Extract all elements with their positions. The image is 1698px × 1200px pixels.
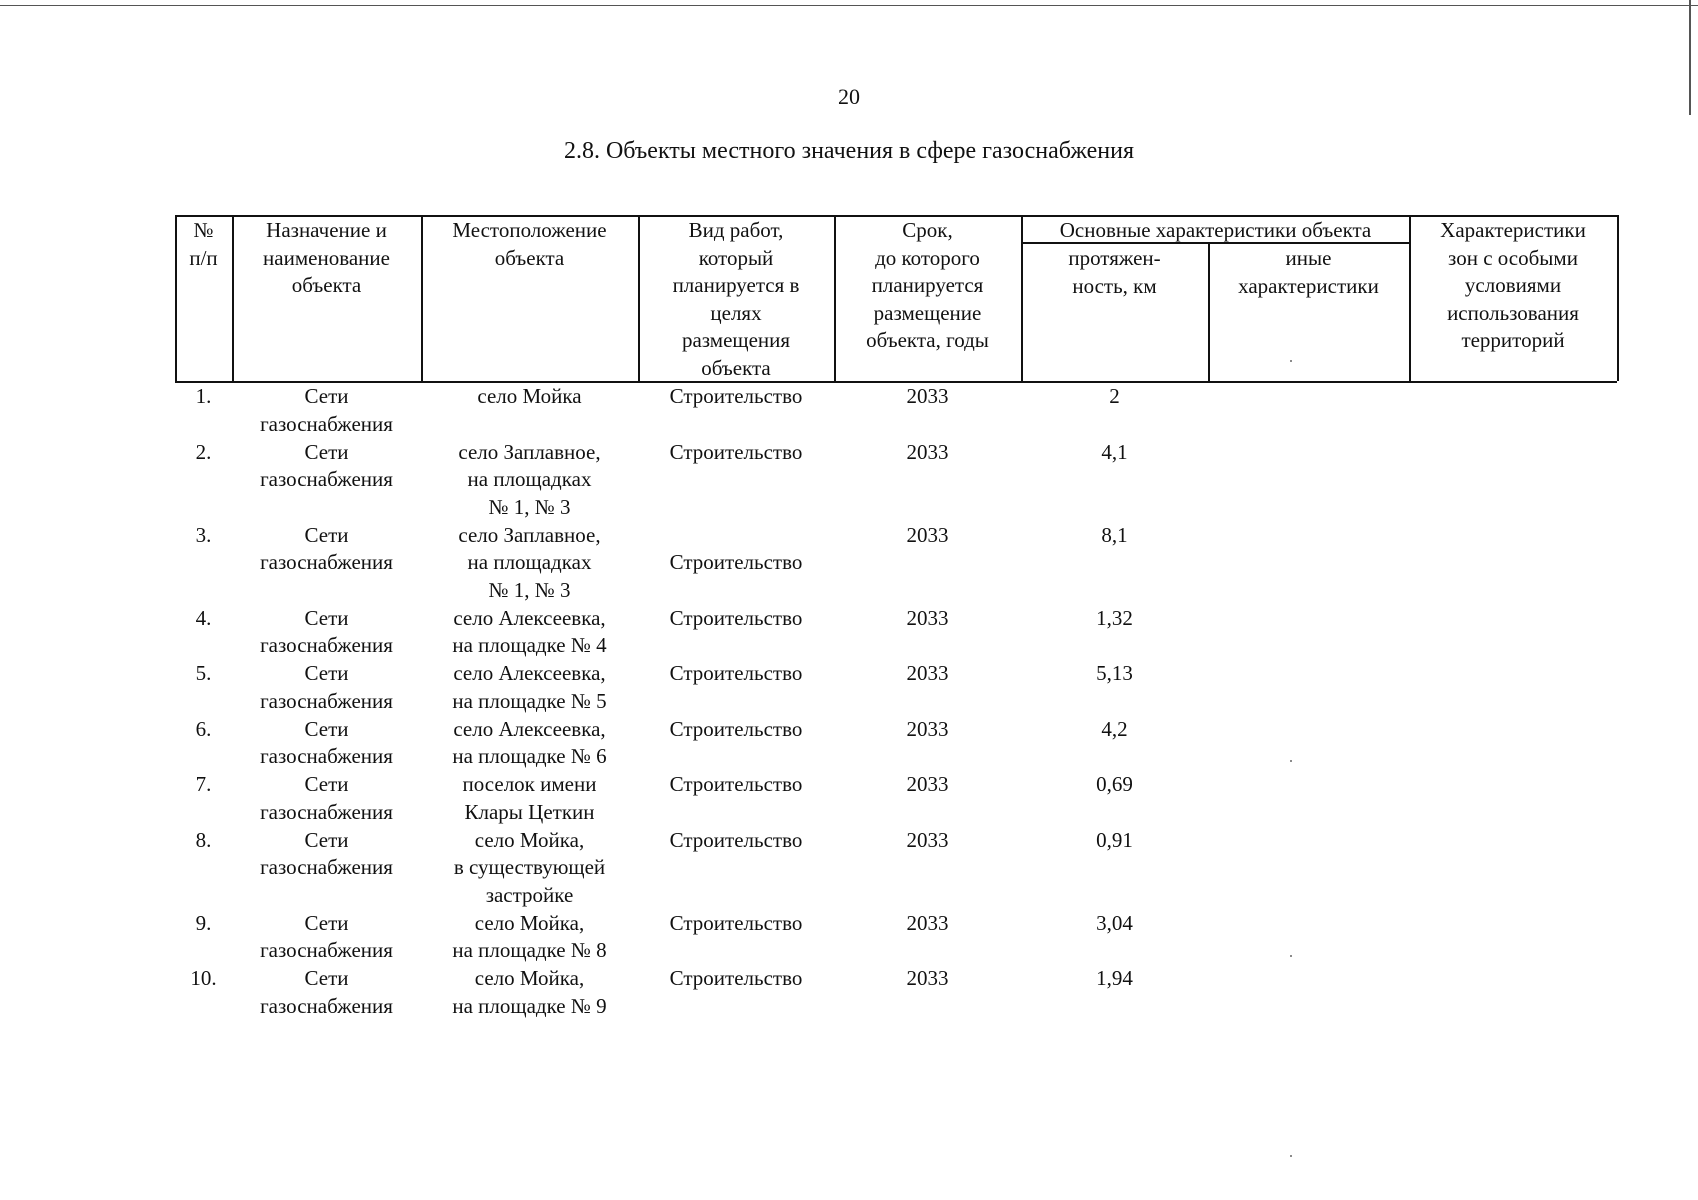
header-num: п/п bbox=[189, 245, 218, 270]
header-work: объекта bbox=[701, 355, 771, 380]
row-purpose: Сети bbox=[304, 384, 349, 408]
row-location: село Мойка, bbox=[474, 966, 585, 990]
header-length: протяжен- bbox=[1068, 246, 1161, 270]
row-work-type: Строительство bbox=[669, 910, 803, 935]
row-location: село Алексеевка, bbox=[453, 716, 606, 741]
row-purpose: газоснабжения bbox=[260, 855, 393, 879]
row-purpose: Сети bbox=[304, 439, 349, 464]
row-purpose: газоснабжения bbox=[260, 688, 393, 713]
row-purpose: Сети bbox=[304, 522, 349, 547]
header-purpose: наименование bbox=[263, 245, 390, 270]
header-purpose: Назначение и bbox=[266, 218, 387, 242]
row-term: 2033 bbox=[906, 384, 949, 408]
row-length: 8,1 bbox=[1101, 522, 1128, 547]
row-location: № 1, № 3 bbox=[488, 494, 571, 519]
row-length: 0,91 bbox=[1096, 827, 1133, 852]
header-length: ность, км bbox=[1072, 273, 1157, 298]
row-purpose: Сети bbox=[304, 966, 349, 990]
row-location: № 1, № 3 bbox=[488, 577, 571, 602]
row-location: село Заплавное, bbox=[458, 439, 601, 464]
row-purpose: газоснабжения bbox=[260, 633, 393, 657]
row-number: 8. bbox=[195, 827, 212, 852]
header-main-characteristics: Основные характеристики объекта bbox=[1059, 218, 1372, 242]
row-location: село Мойка, bbox=[474, 827, 585, 852]
row-length: 1,32 bbox=[1096, 605, 1133, 630]
row-term: 2033 bbox=[906, 827, 949, 852]
row-term: 2033 bbox=[906, 910, 949, 935]
header-term: до которого bbox=[875, 245, 980, 270]
header-other: иные bbox=[1285, 246, 1332, 270]
row-location: на площадке № 9 bbox=[452, 993, 607, 1018]
row-number: 7. bbox=[195, 772, 212, 796]
header-term: Срок, bbox=[902, 218, 953, 242]
row-work-type: Строительство bbox=[669, 605, 803, 630]
row-purpose: Сети bbox=[304, 910, 349, 935]
row-purpose: газоснабжения bbox=[260, 799, 393, 824]
row-location: на площадке № 4 bbox=[452, 633, 607, 657]
header-zones: Характеристики bbox=[1440, 218, 1586, 242]
row-location: на площадке № 6 bbox=[452, 744, 607, 768]
row-purpose: Сети bbox=[304, 772, 349, 796]
row-number: 3. bbox=[195, 522, 212, 547]
row-location: в существующей bbox=[453, 855, 606, 879]
row-number: 2. bbox=[195, 439, 212, 464]
row-number: 4. bbox=[195, 605, 212, 630]
header-work: Вид работ, bbox=[688, 218, 784, 242]
row-length: 1,94 bbox=[1096, 966, 1133, 990]
row-number: 1. bbox=[195, 384, 212, 408]
header-purpose: объекта bbox=[291, 273, 362, 297]
row-location: село Мойка bbox=[477, 384, 582, 408]
row-location: село Мойка, bbox=[474, 910, 585, 935]
row-term: 2033 bbox=[906, 522, 949, 547]
row-location: на площадке № 8 bbox=[452, 938, 607, 962]
row-work-type: Строительство bbox=[669, 550, 803, 574]
row-location: застройке bbox=[485, 882, 574, 907]
header-work: целях bbox=[710, 300, 762, 325]
header-term: объекта, годы bbox=[866, 328, 989, 352]
row-term: 2033 bbox=[906, 966, 949, 990]
header-work: размещения bbox=[681, 328, 791, 352]
row-length: 2 bbox=[1109, 384, 1120, 408]
row-number: 5. bbox=[195, 661, 212, 685]
row-location: село Заплавное, bbox=[458, 522, 601, 547]
row-location: село Алексеевка, bbox=[453, 605, 606, 630]
row-length: 4,1 bbox=[1101, 439, 1128, 464]
row-term: 2033 bbox=[906, 716, 949, 741]
header-location: объекта bbox=[494, 245, 565, 270]
header-zones: использования bbox=[1447, 300, 1579, 325]
scan-speck bbox=[1290, 955, 1292, 957]
row-work-type: Строительство bbox=[669, 772, 803, 796]
scan-speck bbox=[1290, 360, 1292, 362]
row-purpose: Сети bbox=[304, 827, 349, 852]
header-term: планируется bbox=[871, 273, 984, 297]
section-title: 2.8. Объекты местного значения в сфере газоснабжения bbox=[563, 138, 1135, 164]
header-term: размещение bbox=[873, 300, 982, 325]
row-term: 2033 bbox=[906, 605, 949, 630]
scan-speck bbox=[1290, 1155, 1292, 1157]
row-work-type: Строительство bbox=[669, 716, 803, 741]
header-num: № bbox=[193, 218, 214, 242]
row-purpose: газоснабжения bbox=[260, 993, 393, 1018]
row-purpose: Сети bbox=[304, 605, 349, 630]
row-location: на площадке № 5 bbox=[452, 688, 607, 713]
row-number: 10. bbox=[190, 966, 217, 990]
row-length: 5,13 bbox=[1096, 661, 1133, 685]
objects-table bbox=[175, 215, 1617, 1035]
row-work-type: Строительство bbox=[669, 661, 803, 685]
row-work-type: Строительство bbox=[669, 966, 803, 990]
row-purpose: газоснабжения bbox=[260, 744, 393, 768]
header-zones: зон с особыми bbox=[1448, 245, 1578, 270]
header-work: который bbox=[698, 245, 774, 270]
header-work: планируется в bbox=[672, 273, 800, 297]
row-length: 3,04 bbox=[1096, 910, 1133, 935]
row-term: 2033 bbox=[906, 661, 949, 685]
row-number: 6. bbox=[195, 716, 212, 741]
page-number: 20 bbox=[838, 84, 860, 109]
header-zones: условиями bbox=[1464, 273, 1562, 297]
scan-top-edge bbox=[0, 5, 1698, 6]
row-term: 2033 bbox=[906, 772, 949, 796]
row-purpose: Сети bbox=[304, 661, 349, 685]
row-location: село Алексеевка, bbox=[453, 661, 606, 685]
header-other: характеристики bbox=[1238, 273, 1379, 298]
row-purpose: газоснабжения bbox=[260, 411, 393, 436]
row-number: 9. bbox=[195, 910, 212, 935]
row-term: 2033 bbox=[906, 439, 949, 464]
row-purpose: газоснабжения bbox=[260, 938, 393, 962]
row-location: на площадках bbox=[467, 467, 592, 491]
row-length: 0,69 bbox=[1096, 772, 1133, 796]
row-purpose: газоснабжения bbox=[260, 550, 393, 574]
row-location: на площадках bbox=[467, 550, 592, 574]
header-location: Местоположение bbox=[452, 218, 607, 242]
row-work-type: Строительство bbox=[669, 827, 803, 852]
row-work-type: Строительство bbox=[669, 384, 803, 408]
header-zones: территорий bbox=[1461, 328, 1565, 352]
row-location: поселок имени bbox=[462, 772, 597, 796]
row-length: 4,2 bbox=[1101, 716, 1128, 741]
header-column-border bbox=[1617, 215, 1619, 381]
row-purpose: газоснабжения bbox=[260, 467, 393, 491]
row-purpose: Сети bbox=[304, 716, 349, 741]
row-work-type: Строительство bbox=[669, 439, 803, 464]
row-location: Клары Цеткин bbox=[464, 799, 595, 824]
scan-speck bbox=[1290, 760, 1292, 762]
